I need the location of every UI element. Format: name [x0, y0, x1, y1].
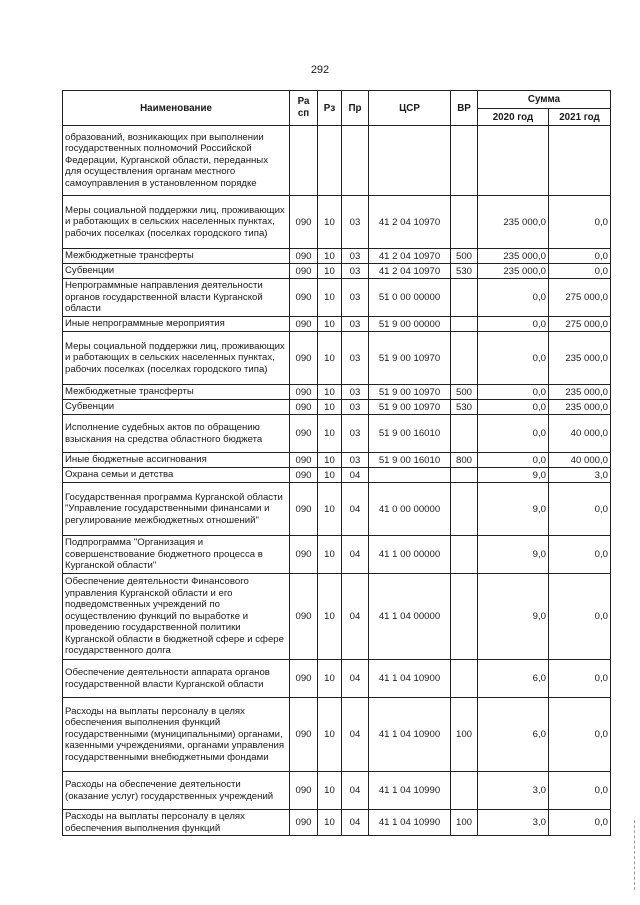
row-rz: 10: [318, 279, 342, 317]
row-vr: [451, 468, 478, 483]
row-pr: 03: [342, 196, 369, 249]
row-vr: [451, 574, 478, 660]
table-row: [63, 385, 611, 400]
row-2020: 0,0: [478, 279, 549, 317]
row-rasp: 090: [290, 264, 318, 279]
row-pr: 03: [342, 264, 369, 279]
row-2021: [549, 126, 611, 196]
row-2020: 235 000,0: [478, 264, 549, 279]
row-pr: 03: [342, 400, 369, 415]
row-csr: 41 1 04 10900: [369, 660, 451, 698]
row-2021: 235 000,0: [549, 332, 611, 385]
row-csr: 51 9 00 16010: [369, 453, 451, 468]
row-rasp: 090: [290, 415, 318, 453]
row-2021: 40 000,0: [549, 453, 611, 468]
row-rz: 10: [318, 264, 342, 279]
row-rasp: 090: [290, 196, 318, 249]
row-rasp: 090: [290, 810, 318, 836]
row-rasp: 090: [290, 453, 318, 468]
row-rz: 10: [318, 332, 342, 385]
row-2021: 0,0: [549, 660, 611, 698]
row-csr: 51 9 00 00000: [369, 317, 451, 332]
row-2020: 9,0: [478, 574, 549, 660]
row-pr: 04: [342, 536, 369, 574]
row-2021: 275 000,0: [549, 317, 611, 332]
header-rz: Рз: [318, 91, 342, 126]
header-row: [63, 91, 611, 109]
table-row: [63, 574, 611, 660]
row-2020: 9,0: [478, 536, 549, 574]
row-2020: 0,0: [478, 385, 549, 400]
row-rz: 10: [318, 385, 342, 400]
row-rasp: 090: [290, 468, 318, 483]
row-csr: 41 0 00 00000: [369, 483, 451, 536]
row-csr: 51 9 00 10970: [369, 332, 451, 385]
row-name: Субвенции: [63, 400, 290, 415]
row-rasp: 090: [290, 400, 318, 415]
row-vr: [451, 126, 478, 196]
table-row: [63, 400, 611, 415]
row-2021: 0,0: [549, 483, 611, 536]
row-vr: [451, 415, 478, 453]
row-2020: 3,0: [478, 810, 549, 836]
row-pr: 03: [342, 249, 369, 264]
row-csr: 41 1 04 00000: [369, 574, 451, 660]
row-2020: 9,0: [478, 468, 549, 483]
row-vr: 530: [451, 400, 478, 415]
header-sum: Сумма: [478, 91, 611, 109]
row-pr: 04: [342, 810, 369, 836]
row-2020: 235 000,0: [478, 196, 549, 249]
row-rz: 10: [318, 660, 342, 698]
table-body: [63, 126, 611, 836]
row-2020: 0,0: [478, 317, 549, 332]
row-2020: 0,0: [478, 415, 549, 453]
row-2021: 0,0: [549, 574, 611, 660]
row-rz: 10: [318, 483, 342, 536]
table-row: [63, 483, 611, 536]
row-2021: 235 000,0: [549, 385, 611, 400]
row-vr: [451, 536, 478, 574]
row-2020: 0,0: [478, 453, 549, 468]
row-2021: 0,0: [549, 196, 611, 249]
budget-table: [62, 90, 611, 836]
row-rz: 10: [318, 453, 342, 468]
row-2020: [478, 126, 549, 196]
row-rz: 10: [318, 574, 342, 660]
row-pr: 04: [342, 574, 369, 660]
row-rz: 10: [318, 772, 342, 810]
row-vr: [451, 483, 478, 536]
row-csr: 41 1 04 10990: [369, 772, 451, 810]
row-csr: 51 9 00 10970: [369, 385, 451, 400]
row-rasp: [290, 126, 318, 196]
row-pr: 04: [342, 660, 369, 698]
table-row: [63, 264, 611, 279]
table-row: [63, 698, 611, 772]
row-rasp: 090: [290, 279, 318, 317]
row-csr: 51 9 00 16010: [369, 415, 451, 453]
row-vr: 100: [451, 810, 478, 836]
header-2021: 2021 год: [549, 109, 611, 126]
row-csr: 41 2 04 10970: [369, 249, 451, 264]
header-2020: 2020 год: [478, 109, 549, 126]
row-rasp: 090: [290, 772, 318, 810]
row-csr: 51 9 00 10970: [369, 400, 451, 415]
row-rasp: 090: [290, 698, 318, 772]
row-name: Государственная программа Курганской области "Управление государственными финансами и регулирование межбюджетных отношений": [63, 483, 290, 536]
row-pr: 04: [342, 698, 369, 772]
row-rasp: 090: [290, 317, 318, 332]
row-2020: 6,0: [478, 660, 549, 698]
table-row: [63, 317, 611, 332]
row-name: Межбюджетные трансферты: [63, 385, 290, 400]
row-name: Обеспечение деятельности Финансового управления Курганской области и его подведомственных учреждений по осуществлению функций по выработке и проведению государственной политики Курганской области в бюджетной сфере и сфере государственного долга: [63, 574, 290, 660]
row-csr: [369, 126, 451, 196]
row-2021: 0,0: [549, 772, 611, 810]
row-pr: 03: [342, 279, 369, 317]
row-2021: 275 000,0: [549, 279, 611, 317]
row-vr: 500: [451, 249, 478, 264]
row-csr: 41 1 00 00000: [369, 536, 451, 574]
row-2020: 9,0: [478, 483, 549, 536]
row-2020: 0,0: [478, 400, 549, 415]
row-2020: 6,0: [478, 698, 549, 772]
table-row: [63, 196, 611, 249]
row-vr: [451, 196, 478, 249]
row-name: Иные непрограммные мероприятия: [63, 317, 290, 332]
table-row: [63, 249, 611, 264]
table-row: [63, 332, 611, 385]
row-2020: 235 000,0: [478, 249, 549, 264]
row-2021: 0,0: [549, 264, 611, 279]
row-rz: 10: [318, 810, 342, 836]
row-rasp: 090: [290, 483, 318, 536]
row-rasp: 090: [290, 574, 318, 660]
row-csr: 41 1 04 10900: [369, 698, 451, 772]
row-rasp: 090: [290, 332, 318, 385]
row-csr: 41 2 04 10970: [369, 196, 451, 249]
table-row: [63, 415, 611, 453]
row-rz: 10: [318, 249, 342, 264]
table-row: [63, 279, 611, 317]
table-row: [63, 536, 611, 574]
header-rasp: Ра сп: [290, 91, 318, 126]
row-vr: 100: [451, 698, 478, 772]
row-rasp: 090: [290, 536, 318, 574]
row-2021: 0,0: [549, 249, 611, 264]
row-vr: [451, 279, 478, 317]
row-rz: 10: [318, 196, 342, 249]
row-name: Меры социальной поддержки лиц, проживающих и работающих в сельских населенных пунктах, рабочих поселках (поселках городского типа): [63, 196, 290, 249]
row-pr: 03: [342, 415, 369, 453]
row-name: Расходы на выплаты персоналу в целях обеспечения выполнения функций государственными (муниципальными) органами, казенными учреждениями, органами управления государственными внебюджетными фондами: [63, 698, 290, 772]
row-2021: 3,0: [549, 468, 611, 483]
row-name: Охрана семьи и детства: [63, 468, 290, 483]
row-vr: [451, 660, 478, 698]
table-row: [63, 660, 611, 698]
row-2021: 0,0: [549, 810, 611, 836]
row-vr: 800: [451, 453, 478, 468]
row-vr: [451, 317, 478, 332]
header-csr: ЦСР: [369, 91, 451, 126]
table-row: [63, 810, 611, 836]
row-rz: 10: [318, 468, 342, 483]
row-vr: 500: [451, 385, 478, 400]
row-rasp: 090: [290, 385, 318, 400]
page-number: 292: [310, 64, 330, 76]
row-2021: 235 000,0: [549, 400, 611, 415]
row-name: Обеспечение деятельности аппарата органов государственной власти Курганской области: [63, 660, 290, 698]
row-name: Иные бюджетные ассигнования: [63, 453, 290, 468]
row-name: образований, возникающих при выполнении государственных полномочий Российской Федерации, Курганской области, переданных для осуществления органам местного самоуправления в установленном порядке: [63, 126, 290, 196]
row-rz: 10: [318, 536, 342, 574]
row-rasp: 090: [290, 249, 318, 264]
table-row: [63, 772, 611, 810]
row-rz: 10: [318, 415, 342, 453]
row-2021: 0,0: [549, 536, 611, 574]
row-pr: 03: [342, 332, 369, 385]
row-name: Межбюджетные трансферты: [63, 249, 290, 264]
row-vr: 530: [451, 264, 478, 279]
row-rz: 10: [318, 317, 342, 332]
row-vr: [451, 332, 478, 385]
row-name: Меры социальной поддержки лиц, проживающих и работающих в сельских населенных пунктах, рабочих поселках (поселках городского типа): [63, 332, 290, 385]
table-row: [63, 468, 611, 483]
row-csr: 41 2 04 10970: [369, 264, 451, 279]
row-pr: 04: [342, 483, 369, 536]
row-vr: [451, 772, 478, 810]
row-csr: [369, 468, 451, 483]
row-pr: [342, 126, 369, 196]
row-name: Расходы на выплаты персоналу в целях обеспечения выполнения функций: [63, 810, 290, 836]
header-name: Наименование: [63, 91, 290, 126]
header-pr: Пр: [342, 91, 369, 126]
row-name: Субвенции: [63, 264, 290, 279]
table-row: [63, 126, 611, 196]
row-pr: 04: [342, 468, 369, 483]
scan-edge-mark: [634, 820, 638, 890]
row-rz: 10: [318, 400, 342, 415]
row-pr: 03: [342, 453, 369, 468]
row-csr: 51 0 00 00000: [369, 279, 451, 317]
row-pr: 03: [342, 317, 369, 332]
header-vr: ВР: [451, 91, 478, 126]
row-2021: 0,0: [549, 698, 611, 772]
row-2021: 40 000,0: [549, 415, 611, 453]
row-pr: 03: [342, 385, 369, 400]
row-pr: 04: [342, 772, 369, 810]
row-name: Расходы на обеспечение деятельности (оказание услуг) государственных учреждений: [63, 772, 290, 810]
row-name: Непрограммные направления деятельности органов государственной власти Курганской области: [63, 279, 290, 317]
row-rasp: 090: [290, 660, 318, 698]
row-rz: [318, 126, 342, 196]
row-name: Подпрограмма "Организация и совершенствование бюджетного процесса в Курганской области": [63, 536, 290, 574]
row-name: Исполнение судебных актов по обращению взыскания на средства областного бюджета: [63, 415, 290, 453]
row-2020: 3,0: [478, 772, 549, 810]
table-row: [63, 453, 611, 468]
row-2020: 0,0: [478, 332, 549, 385]
row-csr: 41 1 04 10990: [369, 810, 451, 836]
row-rz: 10: [318, 698, 342, 772]
